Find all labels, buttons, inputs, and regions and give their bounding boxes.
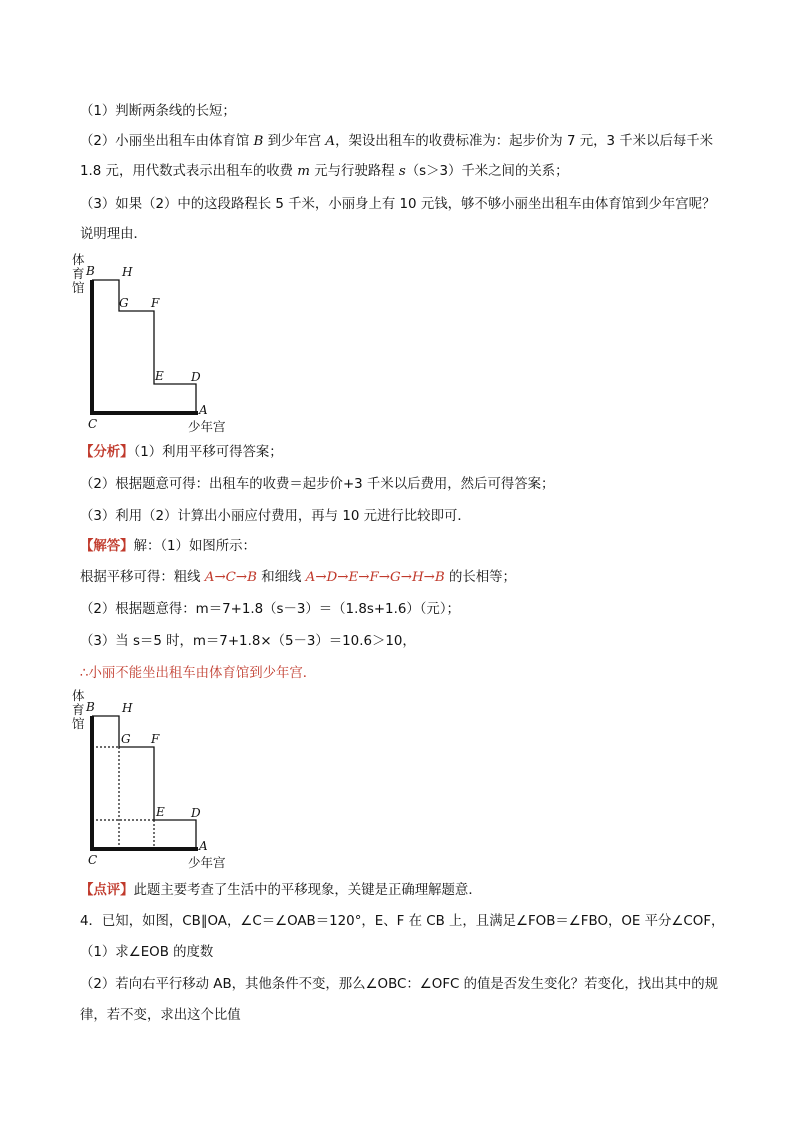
- point-c-2: C: [88, 853, 98, 867]
- problem4-q2-line2: 律，若不变，求出这个比值: [80, 1008, 241, 1023]
- answer-conclusion: ∴小丽不能坐出租车由体育馆到少年宫．: [80, 666, 317, 681]
- label-yu-2: 育: [72, 702, 85, 717]
- point-a: A: [199, 403, 208, 417]
- thin-line-path: [92, 280, 196, 413]
- point-h-2: H: [122, 701, 133, 715]
- point-d-2: D: [191, 806, 201, 820]
- point-c: C: [88, 417, 98, 431]
- problem3-q2-line2: 1.8 元，用代数式表示出租车的收费 m 元与行驶路程 s（s＞3）千米之间的关系；: [80, 164, 569, 179]
- analysis-line3: （3）利用（2）计算出小丽应付费用，再与 10 元进行比较即可．: [80, 509, 471, 524]
- problem3-q3-line1: （3）如果（2）中的这段路程长 5 千米，小丽身上有 10 元钱，够不够小丽坐出租车由体育馆到少年宫呢？: [80, 197, 716, 212]
- problem3-q3-line2: 说明理由．: [80, 227, 147, 242]
- label-ti-2: 体: [72, 688, 85, 703]
- figure-1: [70, 248, 250, 438]
- point-d: D: [191, 370, 201, 384]
- point-g: G: [119, 296, 129, 310]
- point-e: E: [155, 369, 164, 383]
- point-e-2: E: [156, 805, 165, 819]
- problem4-stem: 4．已知，如图，CB∥OA，∠C＝∠OAB＝120°，E、F 在 CB 上，且满足∠FOB＝∠FBO，OE 平分∠COF，: [80, 914, 725, 929]
- point-f-2: F: [151, 732, 160, 746]
- label-shaoniangong-2: 少年宫: [188, 855, 226, 870]
- analysis-line2: （2）根据题意可得：出租车的收费＝起步价+3 千米以后费用，然后可得答案；: [80, 477, 555, 492]
- point-b-2: B: [86, 700, 95, 714]
- problem3-q1: （1）判断两条线的长短；: [80, 104, 236, 119]
- label-guan-2: 馆: [72, 716, 85, 731]
- label-shaoniangong: 少年宫: [188, 419, 226, 434]
- point-f: F: [151, 296, 160, 310]
- problem4-q1: （1）求∠EOB 的度数: [80, 945, 214, 960]
- point-b: B: [86, 264, 95, 278]
- problem4-q2-line1: （2）若向右平行移动 AB，其他条件不变，那么∠OBC：∠OFC 的值是否发生变化？若变化，找出其中的规: [80, 977, 719, 992]
- figure-2: [70, 684, 250, 874]
- point-a-2: A: [199, 839, 208, 853]
- label-ti: 体: [72, 252, 85, 267]
- answer-line2: 根据平移可得：粗线 A→C→B 和细线 A→D→E→F→G→H→B 的长相等；: [80, 570, 516, 585]
- answer-line1: 【解答】解：（1）如图所示：: [80, 539, 256, 554]
- answer-line3: （2）根据题意得：m＝7+1.8（s－3）＝（1.8s+1.6）（元）；: [80, 602, 460, 617]
- point-h: H: [122, 265, 133, 279]
- thin-line-path-2: [92, 716, 196, 849]
- problem3-q2-line1: （2）小丽坐出租车由体育馆 B 到少年宫 A，架设出租车的收费标准为：起步价为 7 元，3 千米以后每千米: [80, 134, 714, 149]
- label-yu: 育: [72, 266, 85, 281]
- label-guan: 馆: [72, 280, 85, 295]
- point-g-2: G: [121, 732, 131, 746]
- analysis-line1: 【分析】（1）利用平移可得答案；: [80, 445, 283, 460]
- comment-line: 【点评】此题主要考查了生活中的平移现象，关键是正确理解题意．: [80, 883, 482, 898]
- answer-line4: （3）当 s＝5 时，m＝7+1.8×（5－3）＝10.6＞10，: [80, 634, 416, 649]
